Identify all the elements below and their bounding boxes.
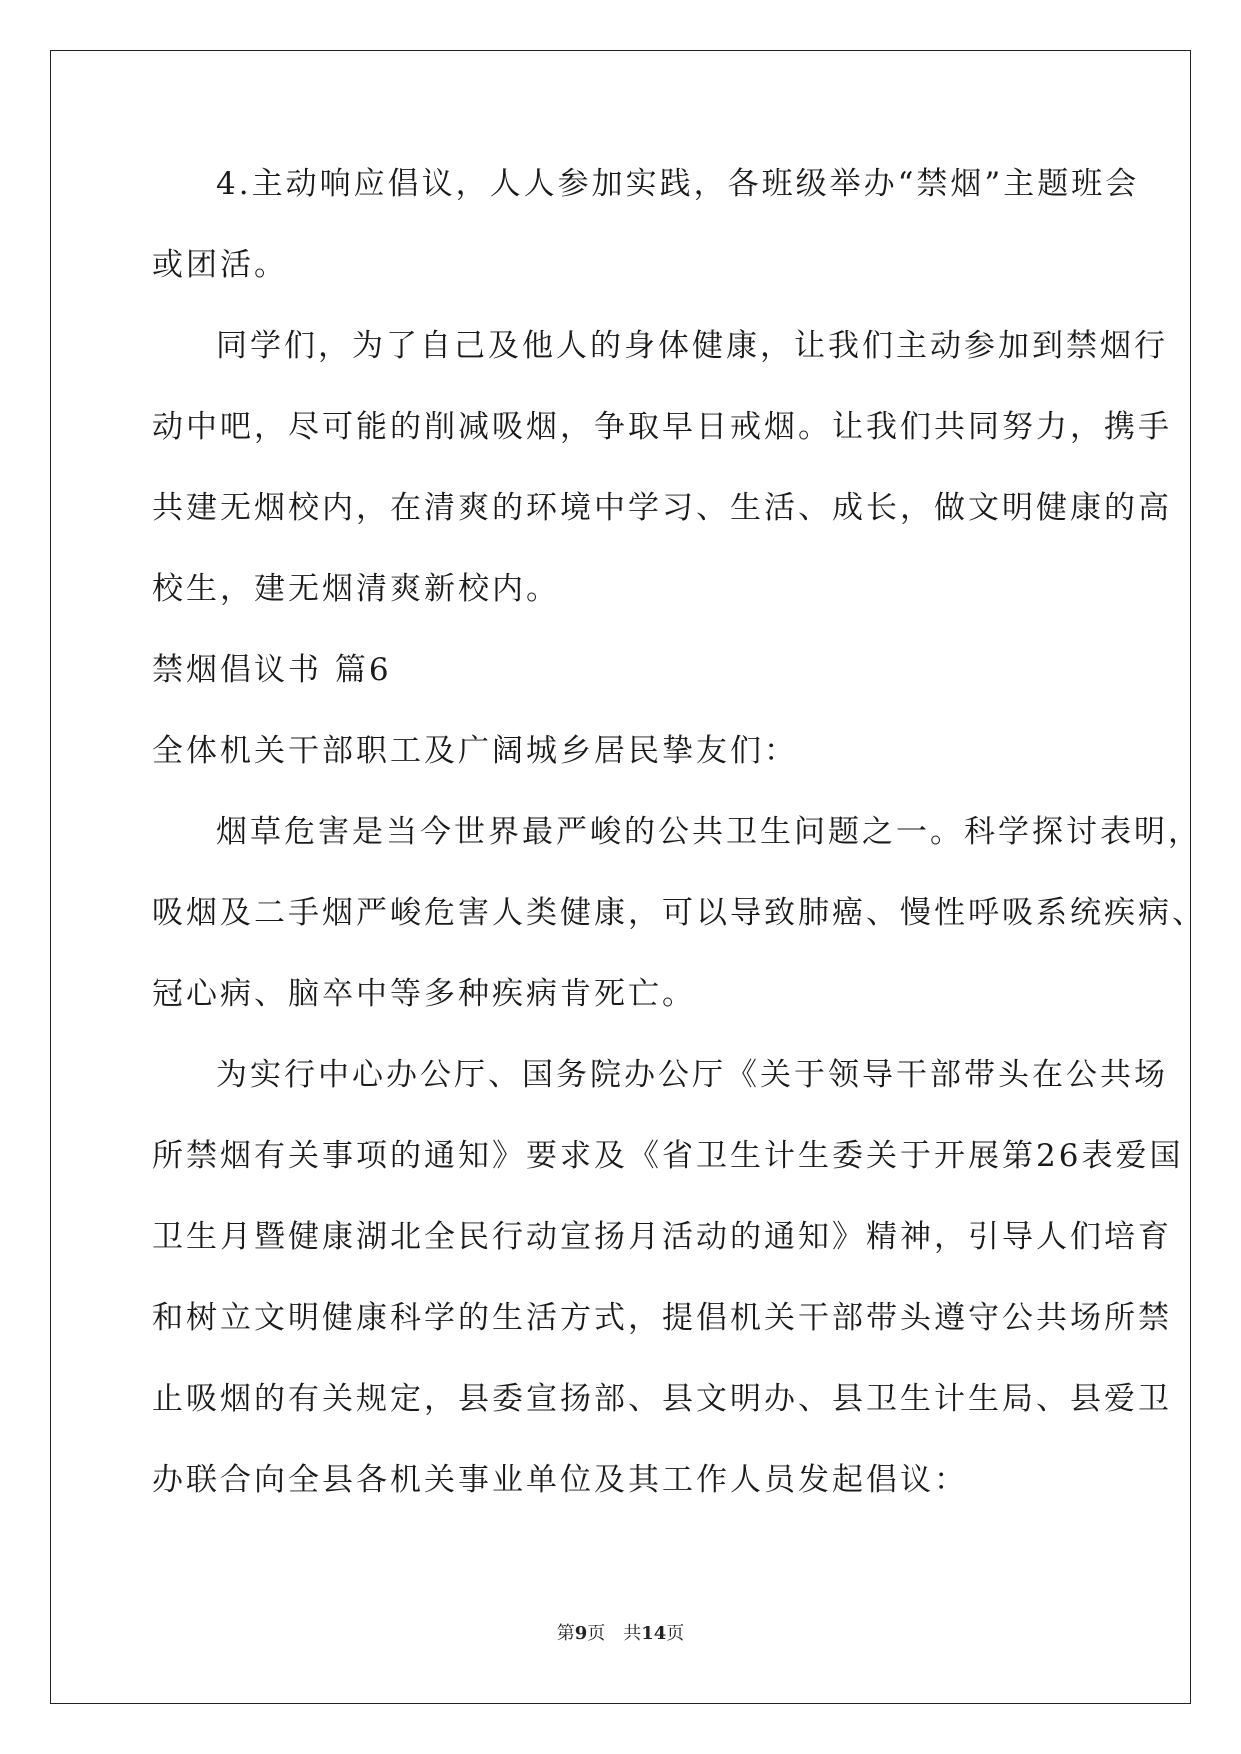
paragraph-line: 为实行中心办公厅、国务院办公厅《关于领导干部带头在公共场 [216, 1057, 1168, 1093]
paragraph-line: 冠心病、脑卒中等多种疾病肯死亡。 [152, 976, 696, 1012]
paragraph-line: 共建无烟校内，在清爽的环境中学习、生活、成长，做文明健康的高 [152, 490, 1172, 526]
paragraph-line: 同学们，为了自己及他人的身体健康，让我们主动参加到禁烟行 [216, 328, 1168, 364]
paragraph-line: 卫生月暨健康湖北全民行动宣扬月活动的通知》精神，引导人们培育 [152, 1219, 1172, 1255]
footer-suffix: 页 [666, 1623, 685, 1644]
paragraph-line: 所禁烟有关事项的通知》要求及《省卫生计生委关于开展第26表爱国 [152, 1138, 1184, 1174]
paragraph-line: 止吸烟的有关规定，县委宣扬部、县文明办、县卫生计生局、县爱卫 [152, 1381, 1172, 1417]
section-heading: 禁烟倡议书 篇6 [152, 652, 392, 688]
paragraph-line: 吸烟及二手烟严峻危害人类健康，可以导致肺癌、慢性呼吸系统疾病、 [152, 895, 1206, 931]
current-page-number: 9 [574, 1623, 588, 1644]
paragraph-line: 动中吧，尽可能的削减吸烟，争取早日戒烟。让我们共同努力，携手 [152, 409, 1172, 445]
paragraph-line: 烟草危害是当今世界最严峻的公共卫生问题之一。科学探讨表明， [216, 814, 1202, 850]
paragraph-line: 和树立文明健康科学的生活方式，提倡机关干部带头遵守公共场所禁 [152, 1300, 1172, 1336]
total-page-number: 14 [641, 1623, 667, 1644]
paragraph-line: 校生，建无烟清爽新校内。 [152, 571, 560, 607]
paragraph-line: 或团活。 [152, 247, 288, 283]
page-number-footer [0, 1619, 1241, 1645]
footer-prefix: 第 [556, 1623, 575, 1644]
footer-mid: 页 共 [587, 1623, 642, 1644]
document-body [152, 166, 1206, 1543]
salutation: 全体机关干部职工及广阔城乡居民挚友们： [152, 733, 798, 769]
paragraph-line: 4.主动响应倡议，人人参加实践，各班级举办“禁烟”主题班会 [216, 166, 1140, 202]
paragraph-line: 办联合向全县各机关事业单位及其工作人员发起倡议： [152, 1462, 968, 1498]
